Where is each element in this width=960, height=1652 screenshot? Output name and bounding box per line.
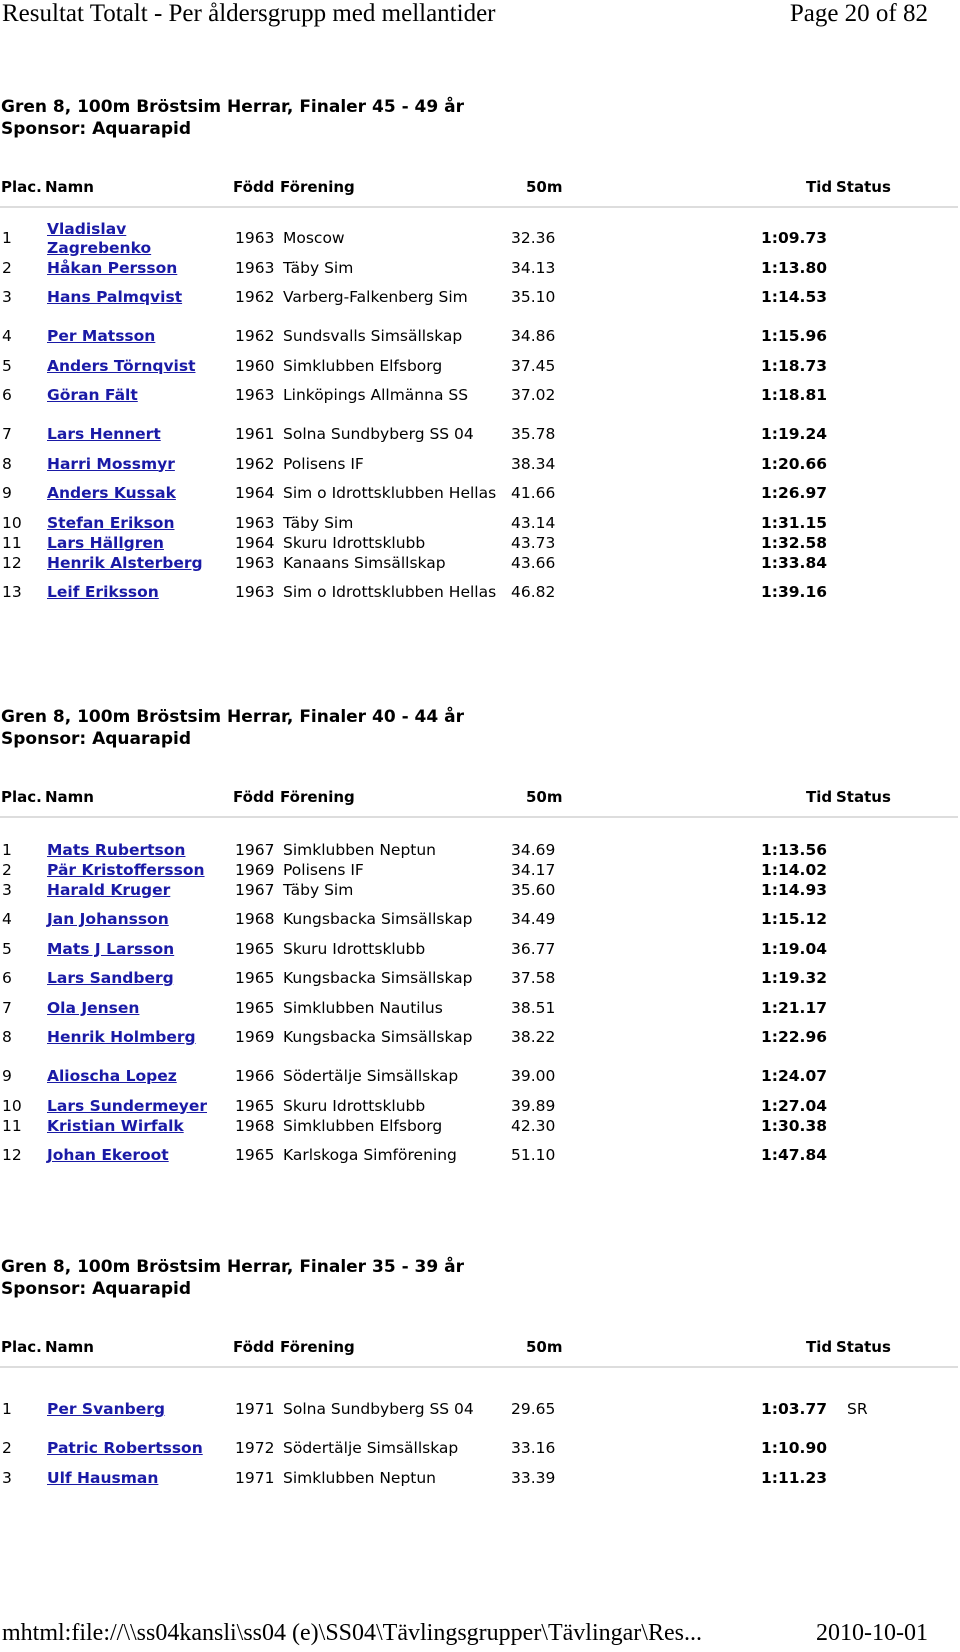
split-time-cell: 46.82 bbox=[511, 583, 556, 601]
status-cell bbox=[841, 1468, 907, 1488]
split-time-cell: 33.39 bbox=[511, 1468, 556, 1487]
table-row bbox=[0, 1429, 907, 1468]
name-cell bbox=[47, 454, 235, 474]
event-section bbox=[0, 706, 960, 1175]
club-cell: Karlskoga Simförening bbox=[283, 1146, 457, 1164]
athlete-name-link[interactable]: Patric Robertsson bbox=[47, 1439, 203, 1457]
name-cell bbox=[47, 219, 235, 258]
final-time-cell: 1:09.73 bbox=[761, 229, 828, 247]
column-split: 50m bbox=[526, 1338, 563, 1356]
athlete-name-link[interactable]: Lars Sandberg bbox=[47, 969, 174, 987]
birth-year-cell: 1965 bbox=[235, 998, 275, 1017]
name-cell bbox=[47, 1136, 235, 1175]
placement-cell: 4 bbox=[2, 910, 12, 928]
athlete-name-link[interactable]: Harri Mossmyr bbox=[47, 454, 175, 473]
table-row bbox=[0, 959, 907, 998]
final-time-cell: 1:10.90 bbox=[761, 1439, 828, 1457]
name-cell bbox=[47, 880, 235, 900]
page-header bbox=[0, 0, 930, 30]
club-cell: Simklubben Elfsborg bbox=[283, 356, 443, 375]
birth-year-cell: 1965 bbox=[235, 1096, 275, 1115]
name-cell bbox=[47, 1468, 235, 1488]
final-time-cell: 1:15.12 bbox=[761, 910, 828, 928]
birth-year-cell: 1965 bbox=[235, 969, 275, 987]
column-club: Förening bbox=[280, 178, 355, 196]
results-table bbox=[0, 840, 907, 1175]
status-cell bbox=[841, 278, 907, 317]
split-time-cell: 29.65 bbox=[511, 1400, 556, 1418]
event-title: Gren 8, 100m Bröstsim Herrar, Finaler 35 - 39 år bbox=[1, 1257, 464, 1277]
event-sponsor: Sponsor: Aquarapid bbox=[1, 729, 192, 749]
split-time-cell: 34.69 bbox=[511, 840, 556, 859]
table-row bbox=[0, 1116, 907, 1136]
table-row bbox=[0, 1096, 907, 1116]
status-cell bbox=[841, 1429, 907, 1468]
athlete-name-link[interactable]: Hans Palmqvist bbox=[47, 288, 183, 306]
name-cell bbox=[47, 1429, 235, 1468]
split-time-cell: 43.73 bbox=[511, 533, 556, 552]
name-cell bbox=[47, 258, 235, 278]
split-time-cell: 38.22 bbox=[511, 1028, 556, 1046]
final-time-cell: 1:21.17 bbox=[761, 998, 828, 1017]
column-status: Status bbox=[836, 788, 891, 806]
split-time-cell: 41.66 bbox=[511, 484, 556, 502]
status-cell bbox=[841, 533, 907, 553]
birth-year-cell: 1967 bbox=[235, 880, 275, 899]
event-sponsor: Sponsor: Aquarapid bbox=[1, 1279, 192, 1299]
club-cell: Simklubben Neptun bbox=[283, 1468, 437, 1487]
split-time-cell: 42.30 bbox=[511, 1116, 556, 1135]
club-cell: Kanaans Simsällskap bbox=[283, 553, 446, 572]
final-time-cell: 1:19.04 bbox=[761, 939, 828, 958]
table-row bbox=[0, 356, 907, 376]
name-cell bbox=[47, 573, 235, 612]
club-cell: Varberg-Falkenberg Sim bbox=[283, 288, 468, 306]
status-cell bbox=[841, 1096, 907, 1116]
birth-year-cell: 1969 bbox=[235, 860, 275, 879]
split-time-cell: 34.86 bbox=[511, 327, 556, 345]
placement-cell: 9 bbox=[2, 484, 12, 502]
club-cell: Linköpings Allmänna SS bbox=[283, 386, 469, 404]
placement-cell: 8 bbox=[2, 454, 12, 473]
final-time-cell: 1:33.84 bbox=[761, 553, 828, 572]
name-cell bbox=[47, 1116, 235, 1136]
name-cell bbox=[47, 513, 235, 533]
table-row bbox=[0, 415, 907, 454]
final-time-cell: 1:13.80 bbox=[761, 258, 828, 277]
column-plac: Plac. bbox=[1, 178, 42, 196]
placement-cell: 7 bbox=[2, 425, 12, 443]
birth-year-cell: 1963 bbox=[235, 386, 275, 404]
table-row bbox=[0, 900, 907, 939]
birth-year-cell: 1964 bbox=[235, 484, 275, 502]
status-cell bbox=[841, 356, 907, 376]
table-row bbox=[0, 376, 907, 415]
status-cell bbox=[841, 1136, 907, 1175]
athlete-name-link[interactable]: Lars Hällgren bbox=[47, 533, 164, 552]
placement-cell: 11 bbox=[2, 533, 22, 552]
placement-cell: 6 bbox=[2, 969, 12, 987]
column-plac: Plac. bbox=[1, 1338, 42, 1356]
status-cell bbox=[841, 553, 907, 573]
status-cell bbox=[841, 880, 907, 900]
club-cell: Kungsbacka Simsällskap bbox=[283, 1028, 473, 1046]
table-row bbox=[0, 1057, 907, 1096]
birth-year-cell: 1969 bbox=[235, 1028, 275, 1046]
athlete-name-link[interactable]: Lars Sundermeyer bbox=[47, 1096, 208, 1115]
placement-cell: 3 bbox=[2, 1468, 12, 1487]
split-time-cell: 43.14 bbox=[511, 513, 556, 532]
name-cell bbox=[47, 1018, 235, 1057]
table-row bbox=[0, 533, 907, 553]
table-row bbox=[0, 553, 907, 573]
column-time: Tid bbox=[806, 178, 833, 196]
table-row bbox=[0, 1136, 907, 1175]
results-table bbox=[0, 1390, 907, 1488]
split-time-cell: 35.10 bbox=[511, 288, 556, 306]
athlete-name-link[interactable]: Göran Fält bbox=[47, 386, 138, 404]
final-time-cell: 1:15.96 bbox=[761, 327, 828, 345]
name-cell bbox=[47, 278, 235, 317]
table-row bbox=[0, 219, 907, 258]
status-cell bbox=[841, 959, 907, 998]
birth-year-cell: 1972 bbox=[235, 1439, 275, 1457]
status-cell bbox=[841, 317, 907, 356]
athlete-name-link[interactable]: Pär Kristoffersson bbox=[47, 860, 205, 879]
event-sponsor: Sponsor: Aquarapid bbox=[1, 119, 192, 139]
name-cell bbox=[47, 533, 235, 553]
athlete-name-link[interactable]: Alioscha Lopez bbox=[47, 1067, 177, 1085]
status-cell bbox=[841, 860, 907, 880]
status-cell: SR bbox=[847, 1400, 868, 1418]
table-row bbox=[0, 860, 907, 880]
birth-year-cell: 1963 bbox=[235, 513, 275, 532]
name-cell bbox=[47, 415, 235, 454]
club-cell: Simklubben Elfsborg bbox=[283, 1116, 443, 1135]
split-time-cell: 51.10 bbox=[511, 1146, 556, 1164]
table-row bbox=[0, 258, 907, 278]
name-cell bbox=[47, 356, 235, 376]
club-cell: Sim o Idrottsklubben Hellas bbox=[283, 583, 497, 601]
birth-year-cell: 1960 bbox=[235, 356, 275, 375]
status-cell bbox=[841, 219, 907, 258]
placement-cell: 13 bbox=[2, 583, 22, 601]
athlete-name-link[interactable]: Leif Eriksson bbox=[47, 583, 159, 601]
column-split: 50m bbox=[526, 178, 563, 196]
name-cell bbox=[47, 959, 235, 998]
name-cell bbox=[47, 840, 235, 860]
split-time-cell: 39.89 bbox=[511, 1096, 556, 1115]
placement-cell: 8 bbox=[2, 1028, 12, 1046]
status-cell bbox=[841, 998, 907, 1018]
club-cell: Simklubben Neptun bbox=[283, 840, 437, 859]
status-cell bbox=[841, 258, 907, 278]
event-section bbox=[0, 1256, 960, 1488]
split-time-cell: 38.51 bbox=[511, 998, 556, 1017]
birth-year-cell: 1963 bbox=[235, 553, 275, 572]
placement-cell: 10 bbox=[2, 513, 22, 532]
results-table bbox=[0, 219, 907, 612]
club-cell: Täby Sim bbox=[283, 258, 354, 277]
column-born: Född bbox=[233, 178, 275, 196]
name-cell bbox=[47, 474, 235, 513]
table-row bbox=[0, 573, 907, 612]
table-row bbox=[0, 317, 907, 356]
athlete-name-link[interactable]: Kristian Wirfalk bbox=[47, 1116, 184, 1135]
birth-year-cell: 1963 bbox=[235, 229, 275, 247]
birth-year-cell: 1968 bbox=[235, 1116, 275, 1135]
club-cell: Kungsbacka Simsällskap bbox=[283, 969, 473, 987]
status-cell bbox=[841, 454, 907, 474]
split-time-cell: 37.02 bbox=[511, 386, 556, 404]
status-cell bbox=[841, 1116, 907, 1136]
final-time-cell: 1:24.07 bbox=[761, 1067, 828, 1085]
birth-year-cell: 1966 bbox=[235, 1067, 275, 1085]
column-header-row bbox=[0, 1328, 958, 1368]
final-time-cell: 1:20.66 bbox=[761, 454, 828, 473]
placement-cell: 12 bbox=[2, 553, 22, 572]
athlete-name-link[interactable]: Harald Kruger bbox=[47, 880, 171, 899]
club-cell: Polisens IF bbox=[283, 454, 364, 473]
table-row bbox=[0, 1390, 907, 1429]
club-cell: Södertälje Simsällskap bbox=[283, 1439, 459, 1457]
final-time-cell: 1:13.56 bbox=[761, 840, 828, 859]
status-cell bbox=[841, 513, 907, 533]
final-time-cell: 1:14.93 bbox=[761, 880, 828, 899]
table-row bbox=[0, 474, 907, 513]
split-time-cell: 43.66 bbox=[511, 553, 556, 572]
status-cell bbox=[841, 840, 907, 860]
birth-year-cell: 1971 bbox=[235, 1468, 275, 1487]
athlete-name-link[interactable]: Johan Ekeroot bbox=[47, 1146, 169, 1164]
club-cell: Sundsvalls Simsällskap bbox=[283, 327, 463, 345]
birth-year-cell: 1965 bbox=[235, 939, 275, 958]
athlete-name-link[interactable]: Stefan Erikson bbox=[47, 513, 175, 532]
name-cell bbox=[47, 998, 235, 1018]
column-time: Tid bbox=[806, 1338, 833, 1356]
column-time: Tid bbox=[806, 788, 833, 806]
placement-cell: 1 bbox=[2, 840, 12, 859]
club-cell: Täby Sim bbox=[283, 880, 354, 899]
placement-cell: 3 bbox=[2, 880, 12, 899]
club-cell: Skuru Idrottsklubb bbox=[283, 1096, 426, 1115]
athlete-name-link[interactable]: Ola Jensen bbox=[47, 998, 140, 1017]
placement-cell: 7 bbox=[2, 998, 12, 1017]
page-footer bbox=[0, 1620, 930, 1650]
name-cell bbox=[47, 1390, 235, 1429]
athlete-name-link[interactable]: Lars Hennert bbox=[47, 425, 161, 443]
placement-cell: 6 bbox=[2, 386, 12, 404]
athlete-name-link[interactable]: Ulf Hausman bbox=[47, 1468, 159, 1487]
table-row bbox=[0, 840, 907, 860]
final-time-cell: 1:26.97 bbox=[761, 484, 828, 502]
column-status: Status bbox=[836, 178, 891, 196]
birth-year-cell: 1961 bbox=[235, 425, 275, 443]
athlete-name-link[interactable]: Per Matsson bbox=[47, 327, 156, 345]
club-cell: Sim o Idrottsklubben Hellas bbox=[283, 484, 497, 502]
status-cell bbox=[841, 415, 907, 454]
column-name: Namn bbox=[45, 788, 94, 806]
birth-year-cell: 1971 bbox=[235, 1400, 275, 1418]
placement-cell: 2 bbox=[2, 860, 12, 879]
club-cell: Södertälje Simsällskap bbox=[283, 1067, 459, 1085]
club-cell: Täby Sim bbox=[283, 513, 354, 532]
placement-cell: 3 bbox=[2, 288, 12, 306]
name-cell bbox=[47, 1057, 235, 1096]
split-time-cell: 34.49 bbox=[511, 910, 556, 928]
club-cell: Skuru Idrottsklubb bbox=[283, 533, 426, 552]
split-time-cell: 35.60 bbox=[511, 880, 556, 899]
status-cell bbox=[841, 1018, 907, 1057]
column-born: Född bbox=[233, 1338, 275, 1356]
name-cell bbox=[47, 939, 235, 959]
club-cell: Skuru Idrottsklubb bbox=[283, 939, 426, 958]
club-cell: Polisens IF bbox=[283, 860, 364, 879]
placement-cell: 11 bbox=[2, 1116, 22, 1135]
column-split: 50m bbox=[526, 788, 563, 806]
split-time-cell: 36.77 bbox=[511, 939, 556, 958]
athlete-name-link[interactable]: Mats Rubertson bbox=[47, 840, 186, 859]
athlete-name-link[interactable]: Jan Johansson bbox=[47, 910, 169, 928]
birth-year-cell: 1968 bbox=[235, 910, 275, 928]
birth-year-cell: 1962 bbox=[235, 454, 275, 473]
placement-cell: 12 bbox=[2, 1146, 22, 1164]
column-club: Förening bbox=[280, 788, 355, 806]
athlete-name-link[interactable]: Anders Kussak bbox=[47, 484, 176, 502]
split-time-cell: 39.00 bbox=[511, 1067, 556, 1085]
split-time-cell: 37.58 bbox=[511, 969, 556, 987]
event-title: Gren 8, 100m Bröstsim Herrar, Finaler 40 - 44 år bbox=[1, 707, 464, 727]
final-time-cell: 1:14.02 bbox=[761, 860, 828, 879]
final-time-cell: 1:30.38 bbox=[761, 1116, 828, 1135]
final-time-cell: 1:31.15 bbox=[761, 513, 828, 532]
status-cell bbox=[841, 900, 907, 939]
placement-cell: 9 bbox=[2, 1067, 12, 1085]
status-cell bbox=[841, 573, 907, 612]
athlete-name-link[interactable]: Håkan Persson bbox=[47, 258, 178, 277]
birth-year-cell: 1962 bbox=[235, 288, 275, 306]
athlete-name-link[interactable]: Henrik Holmberg bbox=[47, 1028, 196, 1046]
split-time-cell: 32.36 bbox=[511, 229, 556, 247]
column-header-row bbox=[0, 168, 958, 208]
column-plac: Plac. bbox=[1, 788, 42, 806]
print-date: 2010-10-01 bbox=[816, 1620, 928, 1646]
final-time-cell: 1:27.04 bbox=[761, 1096, 828, 1115]
split-time-cell: 38.34 bbox=[511, 454, 556, 473]
placement-cell: 2 bbox=[2, 258, 12, 277]
athlete-name-link[interactable]: Henrik Alsterberg bbox=[47, 553, 203, 572]
final-time-cell: 1:47.84 bbox=[761, 1146, 828, 1164]
final-time-cell: 1:39.16 bbox=[761, 583, 828, 601]
athlete-name-link[interactable]: Anders Törnqvist bbox=[47, 356, 196, 375]
club-cell: Solna Sundbyberg SS 04 bbox=[283, 425, 474, 443]
placement-cell: 5 bbox=[2, 939, 12, 958]
name-cell bbox=[47, 860, 235, 880]
final-time-cell: 1:18.81 bbox=[761, 386, 828, 404]
name-cell bbox=[47, 376, 235, 415]
name-cell bbox=[47, 317, 235, 356]
split-time-cell: 33.16 bbox=[511, 1439, 556, 1457]
table-row bbox=[0, 1018, 907, 1057]
status-cell bbox=[841, 474, 907, 513]
status-cell bbox=[841, 939, 907, 959]
source-url: mhtml:file://\\ss04kansli\ss04 (e)\SS04\Tävlingsgrupper\Tävlingar\Res... bbox=[2, 1620, 702, 1646]
club-cell: Kungsbacka Simsällskap bbox=[283, 910, 473, 928]
birth-year-cell: 1963 bbox=[235, 258, 275, 277]
table-row bbox=[0, 998, 907, 1018]
table-row bbox=[0, 1468, 907, 1488]
table-row bbox=[0, 513, 907, 533]
final-time-cell: 1:03.77 bbox=[761, 1400, 828, 1418]
athlete-name-link[interactable]: Vladislav Zagrebenko bbox=[47, 219, 152, 257]
event-title: Gren 8, 100m Bröstsim Herrar, Finaler 45 - 49 år bbox=[1, 97, 464, 117]
name-cell bbox=[47, 900, 235, 939]
document-title: Resultat Totalt - Per åldersgrupp med mellantider bbox=[2, 0, 496, 27]
table-row bbox=[0, 939, 907, 959]
final-time-cell: 1:14.53 bbox=[761, 288, 828, 306]
column-name: Namn bbox=[45, 178, 94, 196]
column-name: Namn bbox=[45, 1338, 94, 1356]
placement-cell: 10 bbox=[2, 1096, 22, 1115]
birth-year-cell: 1964 bbox=[235, 533, 275, 552]
table-row bbox=[0, 880, 907, 900]
placement-cell: 4 bbox=[2, 327, 12, 345]
club-cell: Moscow bbox=[283, 229, 345, 247]
split-time-cell: 35.78 bbox=[511, 425, 556, 443]
final-time-cell: 1:19.32 bbox=[761, 969, 828, 987]
final-time-cell: 1:18.73 bbox=[761, 356, 828, 375]
placement-cell: 5 bbox=[2, 356, 12, 375]
birth-year-cell: 1962 bbox=[235, 327, 275, 345]
final-time-cell: 1:22.96 bbox=[761, 1028, 828, 1046]
final-time-cell: 1:32.58 bbox=[761, 533, 828, 552]
name-cell bbox=[47, 553, 235, 573]
split-time-cell: 34.13 bbox=[511, 258, 556, 277]
table-row bbox=[0, 278, 907, 317]
column-born: Född bbox=[233, 788, 275, 806]
athlete-name-link[interactable]: Mats J Larsson bbox=[47, 939, 175, 958]
final-time-cell: 1:19.24 bbox=[761, 425, 828, 443]
club-cell: Solna Sundbyberg SS 04 bbox=[283, 1400, 474, 1418]
athlete-name-link[interactable]: Per Svanberg bbox=[47, 1400, 166, 1418]
column-club: Förening bbox=[280, 1338, 355, 1356]
placement-cell: 2 bbox=[2, 1439, 12, 1457]
table-row bbox=[0, 454, 907, 474]
status-cell bbox=[841, 1057, 907, 1096]
split-time-cell: 34.17 bbox=[511, 860, 556, 879]
birth-year-cell: 1963 bbox=[235, 583, 275, 601]
placement-cell: 1 bbox=[2, 229, 12, 247]
placement-cell: 1 bbox=[2, 1400, 12, 1418]
split-time-cell: 37.45 bbox=[511, 356, 556, 375]
page-number: Page 20 of 82 bbox=[789, 0, 928, 27]
status-cell bbox=[841, 376, 907, 415]
birth-year-cell: 1965 bbox=[235, 1146, 275, 1164]
column-status: Status bbox=[836, 1338, 891, 1356]
birth-year-cell: 1967 bbox=[235, 840, 275, 859]
column-header-row bbox=[0, 778, 958, 818]
club-cell: Simklubben Nautilus bbox=[283, 998, 443, 1017]
final-time-cell: 1:11.23 bbox=[761, 1468, 828, 1487]
event-section bbox=[0, 96, 960, 612]
name-cell bbox=[47, 1096, 235, 1116]
